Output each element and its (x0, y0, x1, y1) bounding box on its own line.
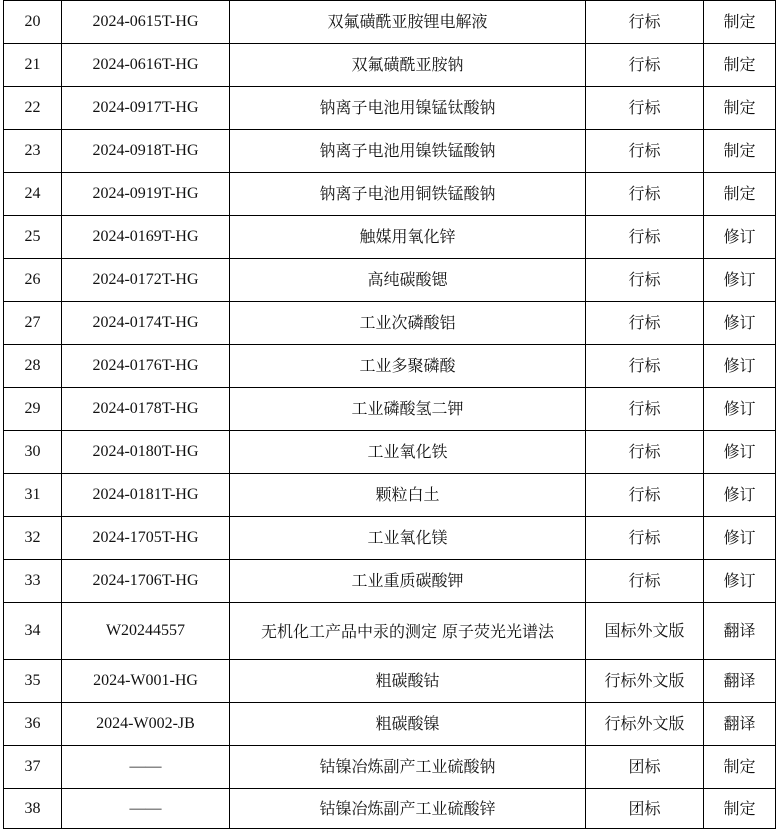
standard-name: 工业次磷酸铝 (230, 302, 586, 345)
table-row (4, 216, 776, 259)
plan-code: 2024-W002-JB (62, 703, 230, 746)
work-type: 修订 (704, 431, 776, 474)
plan-code: 2024-0180T-HG (62, 431, 230, 474)
work-type: 修订 (704, 216, 776, 259)
standard-type: 行标 (586, 259, 704, 302)
standard-name: 双氟磺酰亚胺钠 (230, 44, 586, 87)
standard-type: 行标 (586, 173, 704, 216)
plan-code: 2024-0918T-HG (62, 130, 230, 173)
table-row (4, 388, 776, 431)
standard-type: 行标 (586, 44, 704, 87)
table-row (4, 302, 776, 345)
row-number: 29 (4, 388, 62, 431)
table-row (4, 1, 776, 44)
work-type: 修订 (704, 474, 776, 517)
row-number: 27 (4, 302, 62, 345)
work-type: 修订 (704, 517, 776, 560)
row-number: 34 (4, 603, 62, 660)
row-number: 36 (4, 703, 62, 746)
plan-code: 2024-0615T-HG (62, 1, 230, 44)
work-type: 制定 (704, 746, 776, 789)
standard-name: 高纯碳酸锶 (230, 259, 586, 302)
row-number: 24 (4, 173, 62, 216)
standard-type: 行标 (586, 345, 704, 388)
table-row (4, 259, 776, 302)
table-row (4, 173, 776, 216)
standard-type: 行标 (586, 302, 704, 345)
table-row (4, 703, 776, 746)
table-row (4, 44, 776, 87)
row-number: 20 (4, 1, 62, 44)
work-type: 制定 (704, 1, 776, 44)
plan-code: 2024-1705T-HG (62, 517, 230, 560)
work-type: 制定 (704, 87, 776, 130)
plan-code: —— (62, 746, 230, 789)
plan-code: 2024-0174T-HG (62, 302, 230, 345)
standard-type: 团标 (586, 746, 704, 789)
row-number: 26 (4, 259, 62, 302)
work-type: 修订 (704, 560, 776, 603)
work-type: 翻译 (704, 660, 776, 703)
standard-type: 行标 (586, 216, 704, 259)
work-type: 制定 (704, 173, 776, 216)
work-type: 修订 (704, 259, 776, 302)
row-number: 25 (4, 216, 62, 259)
standard-type: 行标外文版 (586, 660, 704, 703)
plan-code: 2024-0176T-HG (62, 345, 230, 388)
standard-type: 国标外文版 (586, 603, 704, 660)
standard-type: 团标 (586, 789, 704, 829)
standard-name: 钠离子电池用镍锰钛酸钠 (230, 87, 586, 130)
work-type: 制定 (704, 44, 776, 87)
work-type: 制定 (704, 789, 776, 829)
table-row (4, 517, 776, 560)
standard-name: 触媒用氧化锌 (230, 216, 586, 259)
row-number: 38 (4, 789, 62, 829)
table-row (4, 474, 776, 517)
plan-code: 2024-0181T-HG (62, 474, 230, 517)
standard-name: 钴镍冶炼副产工业硫酸锌 (230, 789, 586, 829)
standard-type: 行标 (586, 87, 704, 130)
standard-name: 工业氧化铁 (230, 431, 586, 474)
work-type: 制定 (704, 130, 776, 173)
table-row (4, 746, 776, 789)
standard-name: 工业重质碳酸钾 (230, 560, 586, 603)
table-row (4, 660, 776, 703)
standard-type: 行标 (586, 130, 704, 173)
row-number: 31 (4, 474, 62, 517)
plan-code: 2024-0169T-HG (62, 216, 230, 259)
standard-type: 行标 (586, 474, 704, 517)
plan-code: —— (62, 789, 230, 829)
row-number: 23 (4, 130, 62, 173)
row-number: 22 (4, 87, 62, 130)
table-row (4, 130, 776, 173)
standard-type: 行标 (586, 431, 704, 474)
row-number: 32 (4, 517, 62, 560)
standard-type: 行标 (586, 517, 704, 560)
row-number: 33 (4, 560, 62, 603)
standard-name: 钠离子电池用镍铁锰酸钠 (230, 130, 586, 173)
work-type: 修订 (704, 302, 776, 345)
standard-name: 工业多聚磷酸 (230, 345, 586, 388)
standard-name: 钴镍冶炼副产工业硫酸钠 (230, 746, 586, 789)
plan-code: W20244557 (62, 603, 230, 660)
table-row (4, 560, 776, 603)
plan-code: 2024-0172T-HG (62, 259, 230, 302)
work-type: 修订 (704, 388, 776, 431)
standard-type: 行标 (586, 560, 704, 603)
standard-name: 双氟磺酰亚胺锂电解液 (230, 1, 586, 44)
standard-name: 无机化工产品中汞的测定 原子荧光光谱法 (230, 603, 586, 660)
work-type: 翻译 (704, 603, 776, 660)
standard-type: 行标 (586, 1, 704, 44)
plan-code: 2024-1706T-HG (62, 560, 230, 603)
standard-type: 行标外文版 (586, 703, 704, 746)
plan-code: 2024-0178T-HG (62, 388, 230, 431)
standard-name: 钠离子电池用铜铁锰酸钠 (230, 173, 586, 216)
standard-name: 粗碳酸镍 (230, 703, 586, 746)
plan-code: 2024-0919T-HG (62, 173, 230, 216)
row-number: 30 (4, 431, 62, 474)
row-number: 35 (4, 660, 62, 703)
work-type: 修订 (704, 345, 776, 388)
table-row (4, 345, 776, 388)
standard-type: 行标 (586, 388, 704, 431)
standard-name: 工业磷酸氢二钾 (230, 388, 586, 431)
row-number: 21 (4, 44, 62, 87)
table-row (4, 603, 776, 660)
work-type: 翻译 (704, 703, 776, 746)
plan-code: 2024-W001-HG (62, 660, 230, 703)
standard-name: 工业氧化镁 (230, 517, 586, 560)
standard-name: 粗碳酸钴 (230, 660, 586, 703)
standard-name: 颗粒白土 (230, 474, 586, 517)
table-row (4, 431, 776, 474)
plan-code: 2024-0616T-HG (62, 44, 230, 87)
standards-table (3, 0, 776, 829)
row-number: 37 (4, 746, 62, 789)
row-number: 28 (4, 345, 62, 388)
table-row (4, 789, 776, 829)
table-row (4, 87, 776, 130)
plan-code: 2024-0917T-HG (62, 87, 230, 130)
